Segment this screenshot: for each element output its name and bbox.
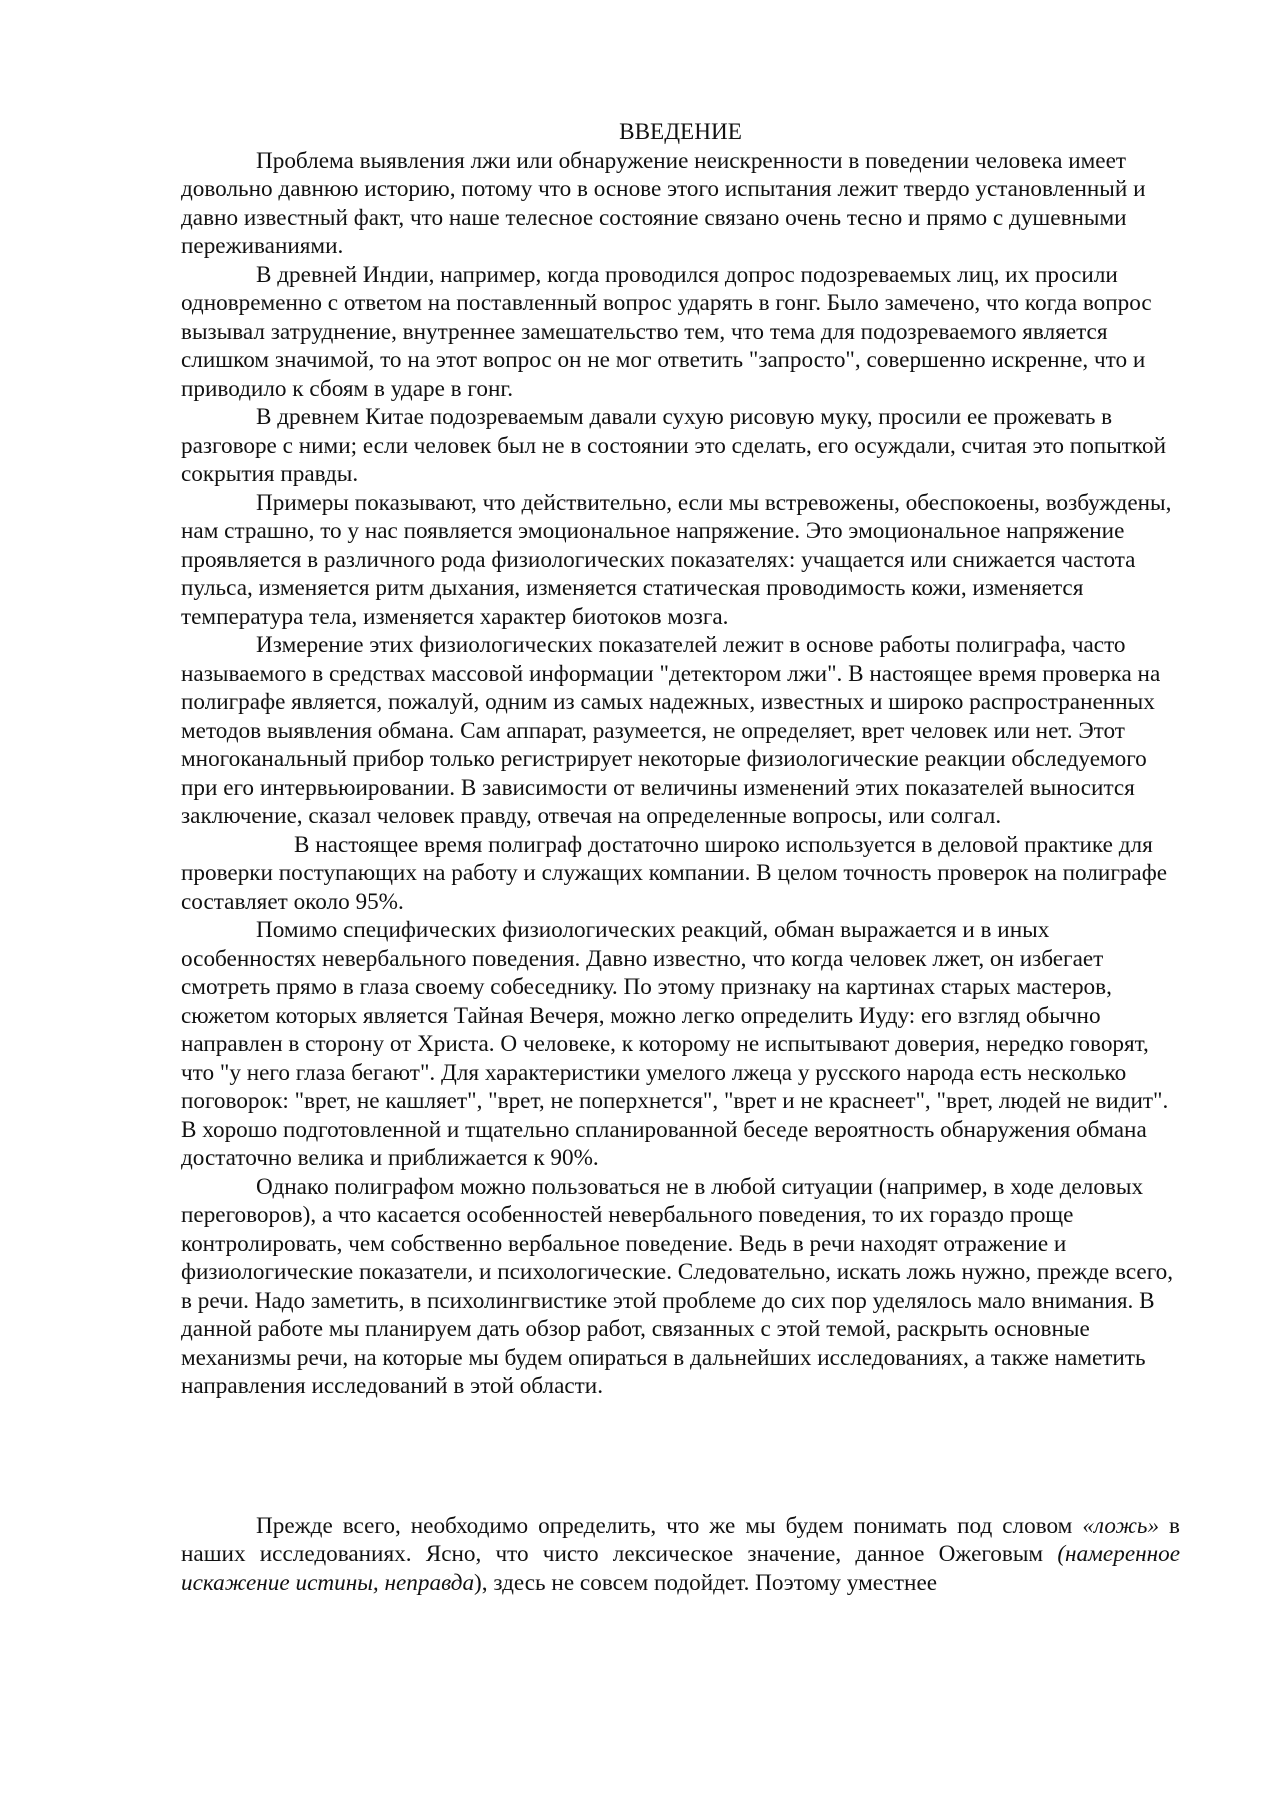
paragraph-polygraph: Измерение этих физиологических показателей лежит в основе работы полиграфа, часто называемого в средствах массовой информации "детектором лжи". В настоящее время проверка на полиграфе является, пожалуй, одним из самых надежных, известных и широко распространенных методов выявления обмана. Сам аппарат, разумеется, не определяет, врет человек или нет. Этот многоканальный прибор только регистрирует некоторые физиологические реакции обследуемого при его интервьюировании. В зависимости от величины изменений этих показателей выносится заключение, сказал человек правду, отвечая на определенные вопросы, или солгал.	[181, 632, 1161, 829]
paragraph-polygraph-practice: В настоящее время полиграф достаточно широко используется в деловой практике для проверки поступающих на работу и служащих компании. В целом точность проверок на полиграфе составляет около 95%.	[181, 831, 1168, 915]
paragraph-lie-definition	[181, 1512, 1180, 1598]
document-body	[181, 118, 1180, 1597]
paragraph-lie-detection-history: Проблема выявления лжи или обнаружение неискренности в поведении человека имеет довольно давнюю историю, потому что в основе этого испытания лежит твердо установленный и давно известный факт, что наше телесное состояние связано очень тесно и прямо с душевными переживаниями.	[181, 147, 1146, 259]
paragraph-verbal-behavior: Однако полиграфом можно пользоваться не в любой ситуации (например, в ходе деловых переговоров), а что касается особенностей невербального поведения, то их гораздо проще контролировать, чем собственно вербальное поведение. Ведь в речи находят отражение и физиологические показатели, и психологические. Следовательно, искать ложь нужно, прежде всего, в речи. Надо заметить, в психолингвистике этой проблеме до сих пор уделялось мало внимания. В данной работе мы планируем дать обзор работ, связанных с этой темой, раскрыть основные механизмы речи, на которые мы будем опираться в дальнейших исследованиях, а также наметить направления исследований в этой области.	[181, 1173, 1174, 1399]
term-lie: «ложь»	[1082, 1512, 1160, 1539]
paragraph-nonverbal-behavior: Помимо специфических физиологических реакций, обман выражается и в иных особенностях невербального поведения. Давно известно, что когда человек лжет, он избегает смотреть прямо в глаза своему собеседнику. По этому признаку на картинах старых мастеров, сюжетом которых является Тайная Вечеря, можно легко определить Иуду: его взгляд обычно направлен в сторону от Христа. О человеке, к которому не испытывают доверия, нередко говорят, что "у него глаза бегают". Для характеристики умелого лжеца у русского народа есть несколько поговорок: "врет, не кашляет", "врет, не поперхнется", "врет и не краснеет", "врет, людей не видит". В хорошо подготовленной и тщательно спланированной беседе вероятность обнаружения обмана достаточно велика и приближается к 90%.	[181, 917, 1169, 1171]
paragraph-emotional-tension: Примеры показывают, что действительно, если мы встревожены, обеспокоены, возбуждены, нам страшно, то у нас появляется эмоциональное напряжение. Это эмоциональное напряжение проявляется в различного рода физиологических показателях: учащается или снижается частота пульса, изменяется ритм дыхания, изменяется статическая проводимость кожи, изменяется температура тела, изменяется характер биотоков мозга.	[181, 489, 1172, 630]
paragraph-lie-definition-part2: в наших исследованиях. Ясно, что чисто лексическое значение, данное Ожеговым	[181, 1512, 1180, 1567]
paragraph-lie-definition-part1: Прежде всего, необходимо определить, что же мы будем понимать под словом	[256, 1512, 1083, 1539]
ozhegov-definition: (намеренное искажение истины, неправда	[181, 1541, 1180, 1596]
document-title: ВВЕДЕНИЕ	[619, 119, 742, 145]
paragraph-lie-definition-part3: ), здесь не совсем подойдет. Поэтому уместнее	[474, 1569, 938, 1596]
paragraph-ancient-india: В древней Индии, например, когда проводился допрос подозреваемых лиц, их просили одновременно с ответом на поставленный вопрос ударять в гонг. Было замечено, что когда вопрос вызывал затруднение, внутреннее замешательство тем, что тема для подозреваемого является слишком значимой, то на этот вопрос он не мог ответить "запросто", совершенно искренне, что и приводило к сбоям в ударе в гонг.	[181, 261, 1152, 402]
paragraph-gap	[181, 1401, 1180, 1512]
paragraph-ancient-china: В древнем Китае подозреваемым давали сухую рисовую муку, просили ее прожевать в разговоре с ними; если человек был не в состоянии это сделать, его осуждали, считая это попыткой сокрытия правды.	[181, 404, 1167, 487]
